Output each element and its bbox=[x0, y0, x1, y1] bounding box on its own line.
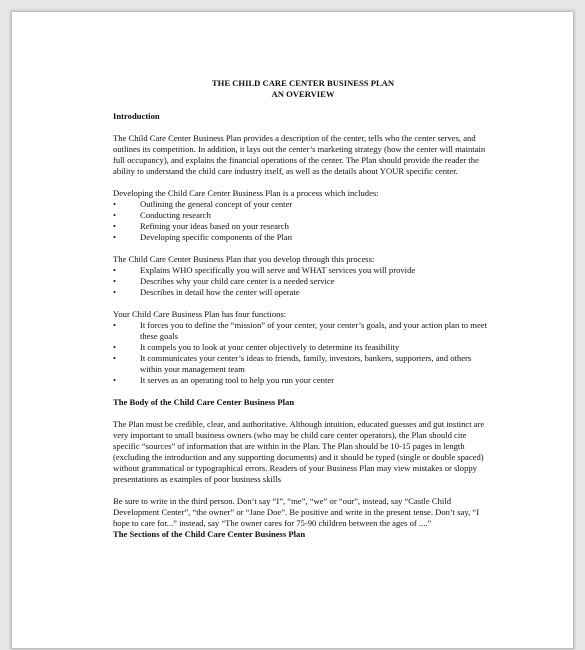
list-item: • Describes in detail how the center will operate bbox=[113, 287, 493, 298]
list-item: • It serves as an operating tool to help you run your center bbox=[113, 375, 493, 386]
list-item: • Conducting research bbox=[113, 210, 493, 221]
list-item: • Describes why your child care center is a needed service bbox=[113, 276, 493, 287]
document-title bbox=[113, 78, 493, 100]
process-intro: Developing the Child Care Center Business Plan is a process which includes: bbox=[113, 188, 379, 198]
person-paragraph: Be sure to write in the third person. Don’t say “I”, “me”, “we” or “our”, instead, say “Castle Child Development Center”, “the owner” or “Jane Doe”. Be positive and write in the present tense. Don’t say, “I hope to care for...” instead, say “The owner cares for 75-90 children between the ages of ....” bbox=[113, 496, 480, 528]
list-item: • Outlining the general concept of your center bbox=[113, 199, 493, 210]
list-item: • It forces you to define the “mission” of your center, your center’s goals, and your action plan to meet these goals bbox=[113, 320, 493, 342]
body-heading: The Body of the Child Care Center Business Plan bbox=[113, 397, 295, 407]
intro-paragraph: The Child Care Center Business Plan provides a description of the center, tells who the center serves, and outlines its competition. In addition, it lays out the center’s marketing strategy (how the center will maintain full occupancy), and explains the financial operations of the center. The Plan should provide the reader the ability to understand the child care industry itself, as well as the details about YOUR specific center. bbox=[113, 133, 486, 176]
develop-intro: The Child Care Center Business Plan that you develop through this process: bbox=[113, 254, 375, 264]
process-list bbox=[113, 199, 493, 243]
sections-heading: The Sections of the Child Care Center Business Plan bbox=[113, 529, 306, 539]
title-line-2: AN OVERVIEW bbox=[271, 89, 335, 99]
title-line-1: THE CHILD CARE CENTER BUSINESS PLAN bbox=[211, 78, 395, 88]
develop-list bbox=[113, 265, 493, 298]
list-item: • Explains WHO specifically you will serve and WHAT services you will provide bbox=[113, 265, 493, 276]
document-page bbox=[11, 11, 574, 649]
functions-intro: Your Child Care Business Plan has four functions: bbox=[113, 309, 287, 319]
body-paragraph: The Plan must be credible, clear, and authoritative. Although intuition, educated guesses and gut instinct are very important to small business owners (who may be child care center operators), the Plan should cite specific “sources” of information that are within in the Plan. The Plan should be 10-15 pages in length (excluding the introduction and any supporting documents) and it should be typed (single or double spaced) without grammatical or typographical errors. Readers of your Business Plan may view mistakes or sloppy presentations as examples of poor business skills bbox=[113, 419, 485, 484]
functions-list bbox=[113, 320, 493, 386]
list-item: • It compels you to look at your center objectively to determine its feasibility bbox=[113, 342, 493, 353]
document-content bbox=[113, 78, 493, 540]
intro-heading: Introduction bbox=[113, 111, 160, 121]
list-item: • It communicates your center’s ideas to friends, family, investors, bankers, supporters, and others within your management team bbox=[113, 353, 493, 375]
list-item: • Developing specific components of the Plan bbox=[113, 232, 493, 243]
list-item: • Refining your ideas based on your research bbox=[113, 221, 493, 232]
